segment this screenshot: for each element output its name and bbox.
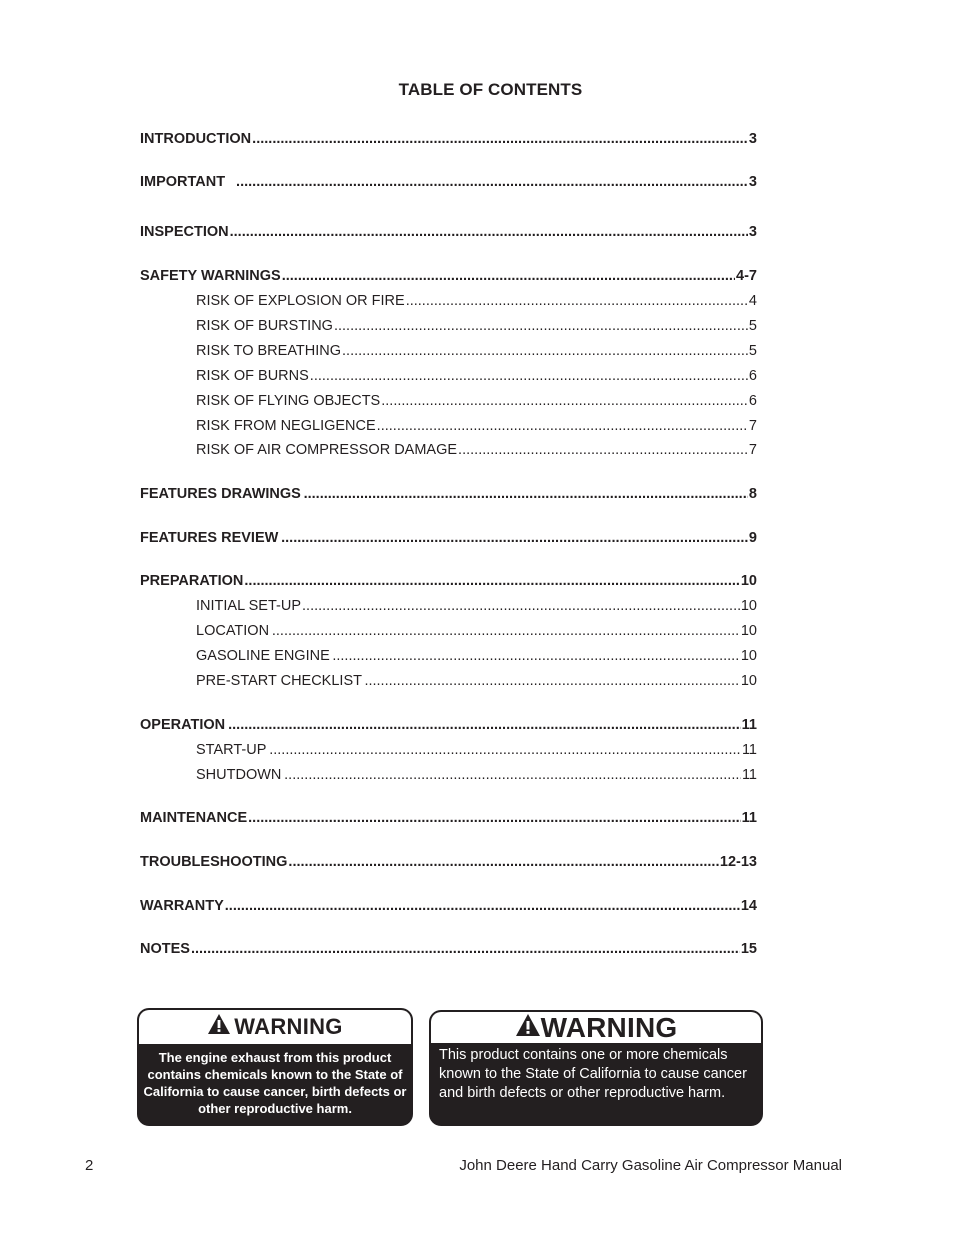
toc-entry-label: INITIAL SET-UP (196, 598, 302, 614)
toc-entry-page: 3 (748, 174, 757, 190)
warning-text: The engine exhaust from this product contains chemicals known to the State of California to cause cancer, birth defects or other reproductive harm. (143, 1050, 407, 1116)
toc-entry-page: 10 (740, 648, 757, 664)
toc-entry-label: SAFETY WARNINGS (140, 268, 281, 284)
toc-entry (140, 898, 757, 916)
toc-leader-dots (458, 442, 748, 458)
toc-entry-label: NOTES (140, 941, 190, 957)
toc-entry-page: 7 (748, 418, 757, 434)
toc-entry-page: 11 (741, 742, 757, 758)
toc-entry-label: RISK OF BURSTING (196, 318, 333, 334)
toc-entry-page: 3 (748, 224, 757, 240)
toc-entry-page: 14 (740, 898, 757, 914)
toc-entry-page: 4-7 (736, 268, 757, 284)
toc-entry (140, 174, 757, 192)
page-number: 2 (85, 1157, 94, 1174)
toc-entry-label: RISK OF AIR COMPRESSOR DAMAGE (196, 442, 458, 458)
toc-entry-label: WARRANTY (140, 898, 224, 914)
toc-subentry (196, 418, 757, 436)
warning-text: This product contains one or more chemicals known to the State of California to cause cancer and birth defects or other reproductive harm. (439, 1047, 747, 1101)
toc-entry-label: LOCATION (196, 623, 270, 639)
toc-leader-dots (252, 131, 748, 147)
toc-entry (140, 573, 757, 591)
toc-entry (140, 268, 757, 286)
toc-leader-dots (377, 418, 748, 434)
toc-leader-dots (342, 343, 748, 359)
toc-entry-page: 10 (740, 598, 757, 614)
toc-entry-page: 3 (748, 131, 757, 147)
toc-entry-page: 10 (740, 623, 757, 639)
toc-entry-label: INTRODUCTION (140, 131, 252, 147)
toc-entry-label: PREPARATION (140, 573, 244, 589)
toc-entry (140, 530, 757, 548)
toc-leader-dots (364, 673, 739, 689)
toc-entry (140, 941, 757, 959)
toc-entry-label: START-UP (196, 742, 267, 758)
toc-entry-page: 7 (748, 442, 757, 458)
toc-subentry (196, 442, 757, 460)
toc-leader-dots (288, 854, 718, 870)
toc-leader-dots (225, 898, 740, 914)
toc-entry-page: 10 (740, 573, 757, 589)
toc-leader-dots (304, 486, 748, 502)
toc-leader-dots (269, 742, 741, 758)
toc-leader-dots (191, 941, 740, 957)
toc-leader-dots (230, 224, 748, 240)
toc-entry-label: RISK OF EXPLOSION OR FIRE (196, 293, 405, 309)
toc-entry-page: 5 (748, 318, 757, 334)
manual-title: John Deere Hand Carry Gasoline Air Compressor Manual (459, 1157, 842, 1174)
toc-entry (140, 717, 757, 735)
toc-entry-page: 10 (740, 673, 757, 689)
toc-leader-dots (406, 293, 748, 309)
toc-subentry (196, 673, 757, 691)
toc-subentry (196, 648, 757, 666)
toc-entry-label: TROUBLESHOOTING (140, 854, 288, 870)
toc-entry-label: MAINTENANCE (140, 810, 248, 826)
toc-entry-page: 9 (748, 530, 757, 546)
toc-leader-dots (236, 174, 748, 190)
toc-entry-page: 11 (741, 717, 757, 733)
toc-entry-page: 11 (741, 767, 757, 783)
toc-leader-dots (282, 268, 735, 284)
toc-subentry (196, 742, 757, 760)
toc-entry-page: 15 (740, 941, 757, 957)
toc-leader-dots (310, 368, 748, 384)
toc-entry-label: RISK TO BREATHING (196, 343, 342, 359)
toc-entry-label: GASOLINE ENGINE (196, 648, 330, 664)
toc-entry (140, 224, 757, 242)
toc-entry (140, 854, 757, 872)
toc-entry-page: 8 (748, 486, 757, 502)
toc-entry-label: OPERATION (140, 717, 226, 733)
toc-leader-dots (248, 810, 741, 826)
toc-entry-label: RISK OF BURNS (196, 368, 309, 384)
toc-leader-dots (302, 598, 740, 614)
toc-leader-dots (244, 573, 739, 589)
toc-entry (140, 486, 757, 504)
toc-entry-page: 12-13 (719, 854, 757, 870)
toc-subentry (196, 393, 757, 411)
toc-subentry (196, 343, 757, 361)
toc-entry-label: FEATURES DRAWINGS (140, 486, 301, 502)
toc-entry (140, 810, 757, 828)
toc-entry-page: 5 (748, 343, 757, 359)
toc-entry-page: 6 (748, 368, 757, 384)
warning-header (431, 1012, 761, 1043)
toc-leader-dots (281, 530, 748, 546)
toc-entry-label: RISK OF FLYING OBJECTS (196, 393, 381, 409)
toc-title: TABLE OF CONTENTS (398, 80, 583, 99)
product-chemicals-warning-label (429, 1010, 763, 1126)
toc-entry-page: 4 (748, 293, 757, 309)
toc-entry-label: INSPECTION (140, 224, 229, 240)
toc-subentry (196, 623, 757, 641)
toc-leader-dots (228, 717, 741, 733)
toc-leader-dots (272, 623, 740, 639)
toc-entry-page: 6 (748, 393, 757, 409)
engine-exhaust-warning-label (137, 1008, 413, 1126)
toc-entry-label: FEATURES REVIEW (140, 530, 279, 546)
toc-entry (140, 131, 757, 149)
toc-subentry (196, 293, 757, 311)
warning-triangle-icon (207, 1013, 231, 1041)
warning-header (139, 1010, 411, 1044)
toc-entry-label: PRE-START CHECKLIST (196, 673, 362, 689)
toc-entry-page: 11 (741, 810, 757, 826)
toc-leader-dots (284, 767, 741, 783)
toc-leader-dots (381, 393, 748, 409)
toc-entry-label: SHUTDOWN (196, 767, 282, 783)
toc-leader-dots (332, 648, 740, 664)
toc-leader-dots (334, 318, 748, 334)
warning-triangle-icon (515, 1012, 541, 1044)
warning-heading: WARNING (234, 1014, 343, 1039)
toc-subentry (196, 318, 757, 336)
toc-entry-label: RISK FROM NEGLIGENCE (196, 418, 376, 434)
toc-subentry (196, 767, 757, 785)
warning-heading: WARNING (540, 1011, 678, 1043)
toc-subentry (196, 368, 757, 386)
toc-subentry (196, 598, 757, 616)
toc-entry-label: IMPORTANT (140, 174, 226, 190)
